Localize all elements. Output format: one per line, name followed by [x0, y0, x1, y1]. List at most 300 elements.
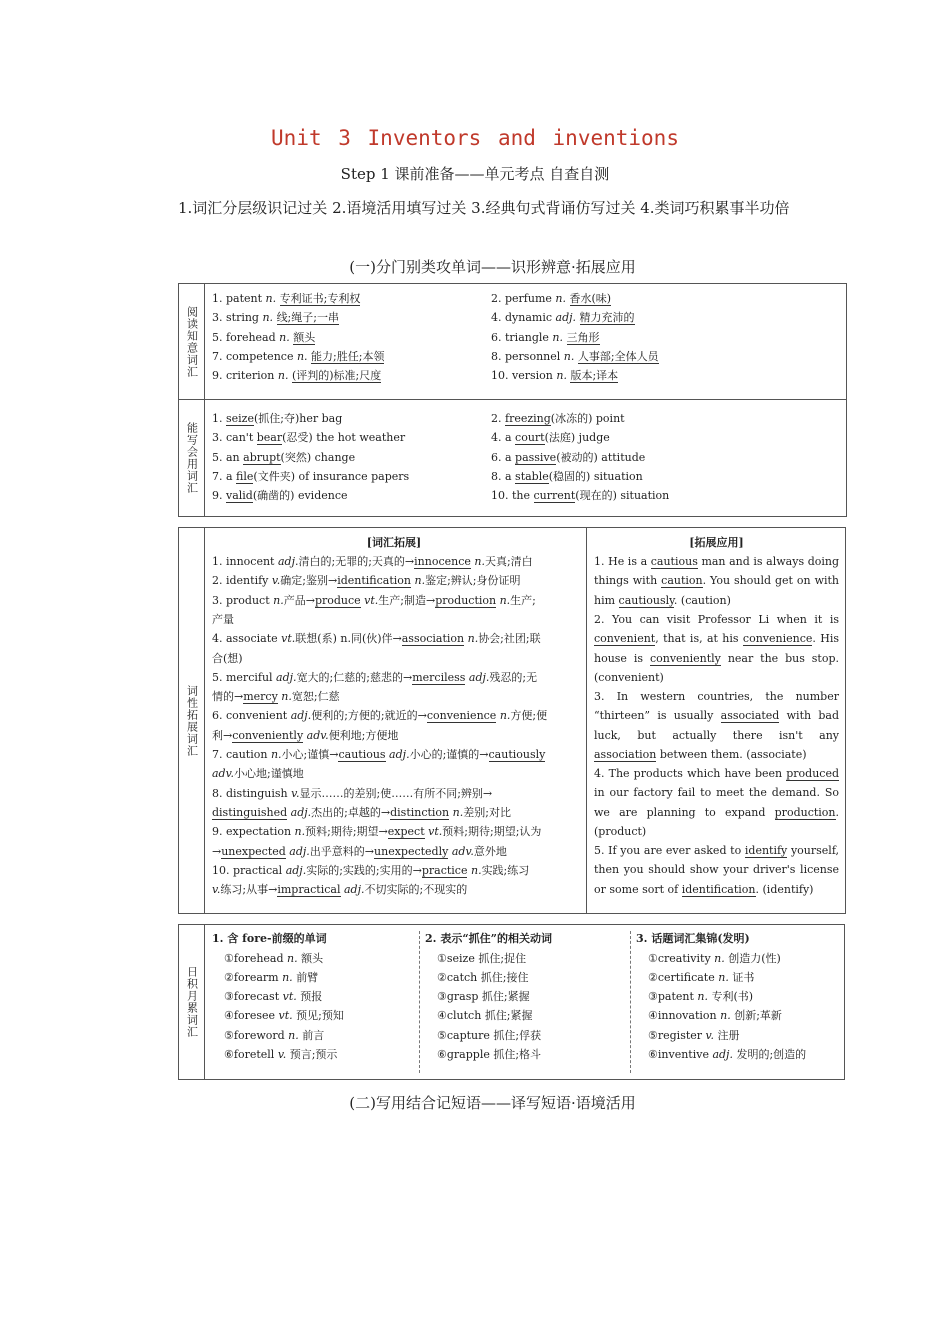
item-word: foreword: [233, 1028, 289, 1042]
ext-text: 出乎意料的→: [309, 844, 375, 858]
para-text: . You should get on with him: [594, 574, 840, 607]
ext-label-cell: [179, 528, 205, 913]
item-number: 2.: [491, 292, 505, 305]
item-word: foresee: [233, 1009, 279, 1023]
ext-text: 生产;制造→: [378, 593, 436, 607]
item-prefix: 8. a: [491, 469, 516, 483]
writing-item: [212, 448, 355, 467]
ext-text: 确定;鉴别→: [280, 574, 338, 588]
writing-item: [491, 428, 610, 447]
item-index: ②: [648, 970, 658, 984]
ext-text: 4. associate: [212, 632, 282, 646]
ext-text: 情的→: [212, 690, 244, 704]
ext-answer: production: [435, 593, 497, 607]
item-index: ①: [224, 951, 234, 965]
ext-line: [212, 668, 537, 687]
writing-item: [212, 486, 348, 505]
para-text: . (product): [594, 805, 839, 838]
ext-pos: adj.: [465, 670, 490, 684]
item-meaning: 预言;预示: [289, 1048, 338, 1061]
ext-answer: merciless: [412, 670, 466, 684]
item-number: 8.: [491, 349, 505, 363]
ext-answer: unexpectedly: [374, 844, 449, 858]
daily-item: [224, 1026, 324, 1045]
item-pos: vt.: [282, 990, 297, 1004]
para-text: . His house is: [594, 632, 839, 665]
item-word: foretell: [233, 1048, 278, 1061]
item-word: forehead: [233, 951, 288, 965]
item-pos: n.: [555, 292, 566, 305]
ext-text: 3. product: [212, 593, 274, 607]
ext-head-left: [词汇拓展]: [366, 536, 422, 549]
item-pos: n.: [296, 349, 308, 363]
item-suffix: her bag: [299, 412, 343, 425]
ext-text: 清白的;无罪的;天真的→: [298, 555, 415, 568]
ext-answer: practice: [421, 863, 468, 877]
item-suffix: evidence: [294, 489, 348, 503]
item-pos: vt.: [278, 1009, 293, 1023]
ext-answer: impractical: [277, 883, 341, 897]
fill-answer: cautious: [650, 555, 698, 568]
ext-pos: v.: [291, 786, 300, 800]
ext-line: [212, 784, 492, 803]
ext-pos: n.: [467, 863, 482, 877]
ext-pos: adv.: [303, 728, 329, 742]
item-index: ①: [648, 951, 658, 965]
ext-pos: adj.: [385, 748, 410, 761]
reading-item: [212, 366, 381, 385]
ext-answer: convenience: [426, 709, 497, 723]
ext-pos: n.: [411, 574, 426, 588]
reading-item: [491, 328, 600, 347]
daily-item: [648, 949, 781, 968]
daily-item: [648, 968, 754, 987]
item-answer: stable: [515, 469, 549, 483]
item-word: triangle: [505, 330, 553, 344]
ext-text: 产量: [212, 612, 234, 626]
fill-answer: production: [774, 805, 836, 819]
item-meaning: (稳固的): [548, 469, 591, 483]
reading-item: [212, 328, 315, 347]
item-word: grasp: [446, 990, 482, 1004]
ext-pos: adv.: [212, 767, 235, 781]
item-answer: freezing: [505, 412, 551, 425]
ext-answer: identification: [337, 574, 412, 588]
item-index: ④: [437, 1009, 447, 1023]
daily-column-heading: 2. 表示“抓住”的相关动词: [425, 932, 552, 945]
item-word: patent: [226, 292, 266, 305]
item-suffix: of insurance papers: [295, 469, 410, 483]
para-text: 5. If you are ever asked to: [594, 844, 745, 857]
step-heading: Step 1 课前准备——单元考点 自查自测: [340, 165, 610, 183]
ext-pos: adj.: [340, 883, 365, 897]
item-word: patent: [657, 990, 698, 1004]
daily-vocab-table: [178, 924, 845, 1080]
item-index: ④: [648, 1009, 658, 1023]
ext-text: 天真;清白: [484, 555, 533, 568]
ext-answer: cautious: [338, 748, 386, 761]
ext-answer: produce: [314, 593, 361, 607]
daily-item: [224, 968, 318, 987]
application-paragraph: [594, 610, 839, 687]
item-pos: n.: [288, 1028, 299, 1042]
item-answer: bear: [256, 431, 283, 445]
item-suffix: attitude: [597, 450, 646, 464]
application-paragraph: [594, 841, 839, 899]
item-meaning: (被动的): [556, 450, 598, 464]
ext-text: 7. caution: [212, 748, 271, 761]
item-word: version: [512, 369, 557, 383]
item-meaning: 抓住;紧握: [481, 990, 530, 1004]
ext-text: 鉴定;辨认;身份证明: [425, 574, 521, 588]
item-number: 5.: [212, 330, 226, 344]
ext-text: 便利的;方便的;就近的→: [311, 709, 427, 723]
section-1-title: (一)分门别类攻单词——识形辨意·拓展应用: [349, 258, 636, 276]
ext-line: [212, 706, 547, 725]
item-pos: n.: [287, 951, 298, 965]
item-meaning: (评判的)标准;尺度: [291, 369, 382, 383]
daily-item: [648, 1006, 782, 1025]
item-suffix: judge: [575, 431, 610, 445]
item-index: ②: [437, 970, 447, 984]
ext-text: 练习;从事→: [220, 883, 278, 897]
item-meaning: (突然): [280, 450, 312, 464]
item-word: dynamic: [505, 311, 556, 325]
ext-pos: n.: [470, 555, 485, 568]
item-index: ③: [224, 990, 234, 1004]
item-word: forearm: [233, 970, 283, 984]
ext-pos: n.: [464, 632, 479, 646]
ext-text: 便利地;方便地: [328, 728, 399, 742]
item-pos: n.: [556, 369, 567, 383]
para-text: 3. In western countries, the number “thirteen” is usually: [594, 690, 839, 723]
item-number: 3.: [212, 311, 226, 325]
ext-pos: vt.: [424, 825, 443, 839]
ext-line: [212, 764, 304, 783]
ext-text: 方便;便: [510, 709, 548, 723]
ext-pos: adv.: [448, 844, 474, 858]
ext-answer: unexpected: [221, 844, 286, 858]
writing-item: [212, 409, 342, 428]
ext-line: [212, 629, 541, 648]
ext-line: [212, 571, 521, 590]
fill-answer: convenient: [594, 632, 656, 646]
item-index: ⑥: [648, 1048, 658, 1061]
writing-item: [491, 409, 625, 428]
ext-pos: adj.: [287, 805, 312, 819]
ext-text: 实践;练习: [481, 863, 530, 877]
daily-item: [648, 1045, 806, 1064]
item-answer: file: [236, 469, 254, 483]
ext-text: 生产;: [510, 593, 536, 607]
ext-pos: n.: [270, 748, 282, 761]
fill-answer: identification: [681, 882, 756, 896]
item-word: clutch: [446, 1009, 485, 1023]
fill-answer: association: [594, 747, 657, 761]
ext-line: [212, 610, 234, 629]
ext-text: 1. innocent: [212, 555, 278, 568]
ext-text: 预料;期待;期望→: [305, 825, 388, 839]
ext-line: [212, 803, 511, 822]
vocab-table-1: [178, 283, 847, 517]
item-prefix: 7. a: [212, 469, 237, 483]
item-meaning: 香水(味): [569, 292, 612, 305]
item-answer: valid: [226, 489, 253, 503]
ext-pos: vt.: [360, 593, 379, 607]
ext-text: 8. distinguish: [212, 786, 292, 800]
item-pos: n.: [277, 369, 289, 383]
writing-item: [491, 467, 643, 486]
ext-text: →: [212, 844, 222, 858]
ext-pos: n.: [277, 690, 292, 704]
item-meaning: 抓住;接住: [480, 970, 529, 984]
application-paragraph: [594, 552, 839, 610]
ext-label: 词性拓展词汇: [185, 684, 199, 757]
para-text: . (identify): [755, 882, 814, 896]
item-number: 9.: [212, 369, 226, 383]
application-paragraph: [594, 687, 839, 764]
writing-item: [491, 448, 645, 467]
item-meaning: 三角形: [566, 330, 600, 344]
item-index: ⑤: [437, 1028, 447, 1042]
item-number: 7.: [212, 349, 226, 363]
vocab-extension-table: [178, 527, 846, 914]
item-index: ④: [224, 1009, 234, 1023]
ext-pos: v.: [212, 883, 221, 897]
ext-line: [212, 649, 243, 668]
para-text: . (caution): [673, 593, 731, 607]
daily-item: [648, 987, 753, 1006]
ext-pos: adj.: [290, 709, 312, 723]
item-word: personnel: [505, 349, 564, 363]
writing-label-cell: [179, 399, 205, 516]
para-text: man and is always doing things with: [594, 555, 840, 588]
ext-text: 2. identify: [212, 574, 272, 588]
item-word: forecast: [233, 990, 283, 1004]
item-suffix: point: [592, 412, 625, 425]
item-meaning: 抓住;俘获: [493, 1028, 542, 1042]
item-meaning: 专利(书): [711, 990, 754, 1004]
reading-item: [212, 308, 339, 327]
ext-pos: adj.: [277, 555, 299, 568]
ext-pos: adj.: [285, 863, 307, 877]
item-word: seize: [446, 951, 479, 965]
item-word: creativity: [657, 951, 715, 965]
item-meaning: 抓住;捉住: [478, 951, 527, 965]
reading-item: [212, 347, 384, 366]
item-meaning: 预报: [300, 990, 323, 1004]
item-meaning: 抓住;紧握: [484, 1009, 533, 1023]
item-meaning: 人事部;全体人员: [577, 349, 659, 363]
item-prefix: 6. a: [491, 450, 516, 464]
reading-item: [491, 366, 618, 385]
ext-text: 宽恕;仁慈: [291, 690, 340, 704]
writing-label: 能写会用词汇: [185, 421, 199, 494]
para-text: 1. He is a: [594, 555, 651, 568]
item-suffix: situation: [616, 489, 670, 503]
item-prefix: 9.: [212, 489, 226, 503]
reading-label-cell: [179, 284, 205, 399]
item-number: 1.: [212, 292, 226, 305]
item-index: ③: [437, 990, 447, 1004]
item-meaning: (文件夹): [253, 469, 296, 483]
ext-text: 9. expectation: [212, 825, 295, 839]
daily-item: [224, 987, 322, 1006]
para-text: with bad luck, but actually there isn't any: [594, 709, 839, 742]
item-suffix: situation: [590, 469, 643, 483]
para-text: 4. The products which have been: [594, 767, 787, 780]
ext-answer: expect: [387, 825, 425, 839]
item-suffix: change: [311, 450, 356, 464]
daily-item: [437, 1006, 533, 1025]
fill-answer: identify: [744, 844, 788, 857]
item-meaning: 抓住;格斗: [493, 1048, 542, 1061]
item-word: innovation: [657, 1009, 721, 1023]
reading-item: [491, 308, 635, 327]
ext-text: 合(想): [212, 651, 243, 665]
ext-text: 不切实际的;不现实的: [364, 883, 468, 897]
ext-answer: distinction: [390, 805, 450, 819]
reading-item: [491, 289, 611, 308]
item-index: ②: [224, 970, 234, 984]
item-index: ⑥: [224, 1048, 234, 1061]
para-text: near the bus stop. (convenient): [594, 651, 839, 684]
ext-text: 意外地: [473, 844, 507, 858]
ext-line: [212, 880, 467, 899]
item-meaning: 预见;预知: [296, 1009, 344, 1023]
item-answer: passive: [515, 450, 557, 464]
item-meaning: 注册: [717, 1028, 740, 1042]
item-meaning: (抓住;夺): [253, 412, 300, 425]
ext-text: 宽大的;仁慈的;慈悲的→: [296, 670, 413, 684]
item-pos: n.: [265, 292, 277, 305]
reading-label: 阅读知意词汇: [185, 305, 199, 378]
item-pos: v.: [277, 1048, 287, 1061]
item-number: 10.: [491, 369, 512, 383]
fill-answer: caution: [661, 574, 703, 588]
task-list: 1.词汇分层级识记过关 2.语境活用填写过关 3.经典句式背诵仿写过关 4.类词巧积累事半功倍: [178, 199, 790, 217]
ext-pos: n.: [496, 709, 511, 723]
ext-pos: adj.: [285, 844, 310, 858]
para-text: in our factory fail to meet the demand. So we are planning to expand: [594, 786, 839, 819]
ext-line: [212, 861, 529, 880]
ext-text: 预料;期待;期望;认为: [442, 825, 542, 839]
writing-item: [212, 467, 409, 486]
item-meaning: 发明的;创造的: [736, 1048, 807, 1061]
item-answer: abrupt: [243, 450, 281, 464]
item-meaning: 证书: [732, 970, 755, 984]
ext-line: [212, 745, 545, 764]
daily-item: [648, 1026, 739, 1045]
ext-text: 小心;谨慎→: [281, 748, 339, 761]
item-prefix: 10. the: [491, 489, 534, 503]
item-meaning: 额头: [293, 330, 316, 344]
ext-text: 6. convenient: [212, 709, 291, 723]
para-text: , that is, at his: [655, 632, 743, 646]
daily-item: [437, 987, 530, 1006]
ext-line: [212, 687, 340, 706]
item-index: ⑤: [648, 1028, 658, 1042]
fill-answer: cautiously: [618, 593, 674, 607]
item-word: grapple: [446, 1048, 494, 1061]
item-meaning: 能力;胜任;本领: [311, 349, 385, 363]
daily-item: [437, 968, 528, 987]
writing-item: [491, 486, 669, 505]
ext-line: [212, 726, 398, 745]
item-word: catch: [446, 970, 481, 984]
ext-text: 协会;社团;联: [478, 632, 541, 646]
ext-text: 小心的;谨慎的→: [409, 748, 489, 761]
para-text: 2. You can visit Professor Li when it is: [594, 613, 839, 626]
item-index: ⑥: [437, 1048, 447, 1061]
application-paragraph: [594, 764, 839, 841]
daily-column-heading: 1. 含 fore-前缀的单词: [212, 932, 327, 945]
item-word: inventive: [657, 1048, 713, 1061]
item-word: register: [657, 1028, 706, 1042]
item-pos: n.: [552, 330, 563, 344]
ext-pos: vt.: [281, 632, 296, 646]
item-answer: seize: [226, 412, 254, 425]
ext-head-right: [拓展应用]: [689, 536, 744, 549]
item-word: certificate: [657, 970, 719, 984]
reading-item: [212, 289, 360, 308]
fill-answer: associated: [720, 709, 780, 723]
item-meaning: (忍受): [282, 431, 313, 445]
ext-answer: cautiously: [488, 748, 546, 761]
ext-text: 实际的;实践的;实用的→: [306, 863, 422, 877]
item-number: 6.: [491, 330, 505, 344]
item-word: forehead: [226, 330, 280, 344]
item-index: ①: [437, 951, 447, 965]
item-pos: n.: [262, 311, 274, 325]
item-meaning: (冰冻的): [550, 412, 593, 425]
item-meaning: 前臂: [296, 970, 319, 984]
item-word: criterion: [226, 369, 278, 383]
fill-answer: produced: [786, 767, 839, 780]
item-number: 4.: [491, 311, 505, 325]
ext-text: 5. merciful: [212, 670, 277, 684]
item-pos: n.: [563, 349, 575, 363]
item-word: competence: [226, 349, 297, 363]
item-word: capture: [446, 1028, 494, 1042]
ext-answer: mercy: [243, 690, 278, 704]
ext-text: 杰出的;卓越的→: [311, 805, 391, 819]
ext-text: 残忍的;无: [489, 670, 538, 684]
item-suffix: the hot weather: [312, 431, 406, 445]
daily-item: [224, 949, 323, 968]
item-pos: n.: [718, 970, 729, 984]
daily-item: [437, 949, 526, 968]
item-index: ⑤: [224, 1028, 234, 1042]
daily-item: [224, 1045, 337, 1064]
item-answer: current: [533, 489, 576, 503]
ext-text: 产品→: [283, 593, 315, 607]
para-text: yourself, then you should show your driver's license or some sort of: [594, 844, 839, 896]
item-pos: adj.: [712, 1048, 733, 1061]
item-meaning: 版本;译本: [570, 369, 619, 383]
ext-answer: distinguished: [212, 805, 288, 819]
item-index: ③: [648, 990, 658, 1004]
page-title: Unit 3 Inventors and inventions: [271, 126, 679, 150]
reading-item: [491, 347, 659, 366]
item-pos: adj.: [555, 311, 577, 325]
para-text: between them. (associate): [656, 747, 807, 761]
ext-text: 差别;对比: [463, 805, 511, 819]
item-meaning: 创造力(性): [728, 951, 781, 965]
item-meaning: 专利证书;专利权: [279, 292, 361, 305]
item-pos: n.: [279, 330, 290, 344]
ext-line: [212, 842, 507, 861]
